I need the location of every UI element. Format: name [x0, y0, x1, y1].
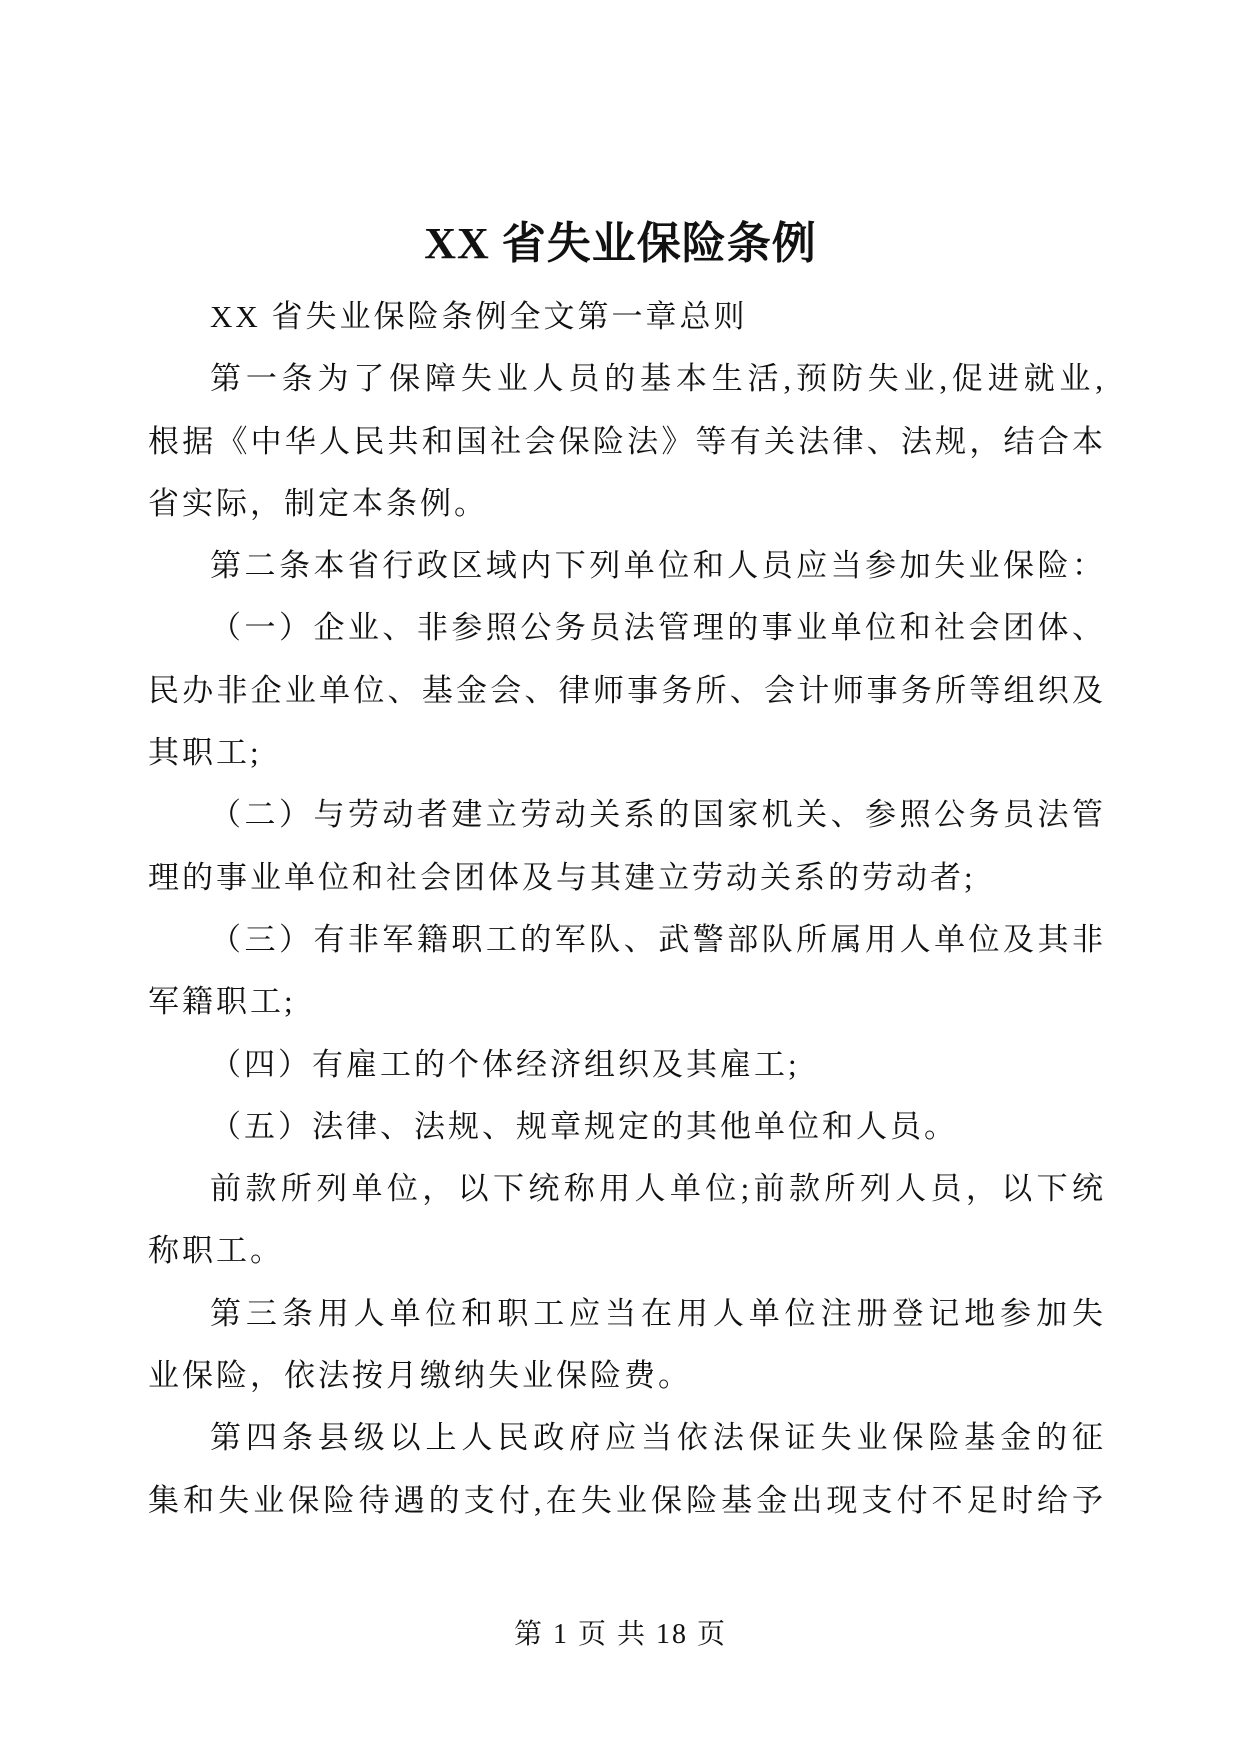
document-body — [148, 286, 1105, 1532]
text-line: XX 省失业保险条例全文第一章总则 — [210, 299, 748, 334]
text-line: 民办非企业单位、基金会、律师事务所、会计师事务所等组织及 — [148, 672, 1105, 708]
text-line: （五）法律、法规、规章规定的其他单位和人员。 — [210, 1108, 958, 1144]
text-line: （四）有雇工的个体经济组织及其雇工; — [210, 1046, 800, 1082]
text-line: 前款所列单位，以下统称用人单位;前款所列人员，以下统 — [210, 1171, 1105, 1207]
text-line: 第二条本省行政区域内下列单位和人员应当参加失业保险： — [210, 548, 1105, 584]
document-title: XX 省失业保险条例 — [424, 219, 817, 268]
text-line: 集和失业保险待遇的支付,在失业保险基金出现支付不足时给予 — [148, 1482, 1105, 1518]
text-line: （一）企业、非参照公务员法管理的事业单位和社会团体、 — [210, 610, 1105, 646]
text-line: 根据《中华人民共和国社会保险法》等有关法律、法规，结合本 — [148, 423, 1105, 459]
text-line: （二）与劳动者建立劳动关系的国家机关、参照公务员法管 — [210, 797, 1105, 833]
page-footer — [0, 1608, 1241, 1662]
text-line: 称职工。 — [148, 1233, 284, 1269]
text-line: 省实际，制定本条例。 — [148, 485, 488, 521]
text-line: 第三条用人单位和职工应当在用人单位注册登记地参加失 — [210, 1295, 1105, 1331]
text-line: （三）有非军籍职工的军队、武警部队所属用人单位及其非 — [210, 921, 1105, 957]
page-number: 第 1 页 共 18 页 — [513, 1619, 727, 1650]
text-line: 其职工; — [148, 735, 262, 771]
text-line: 理的事业单位和社会团体及与其建立劳动关系的劳动者; — [148, 859, 976, 895]
text-line: 第四条县级以上人民政府应当依法保证失业保险基金的征 — [210, 1420, 1105, 1456]
text-line: 军籍职工; — [148, 984, 296, 1020]
text-line: 业保险，依法按月缴纳失业保险费。 — [148, 1358, 692, 1394]
text-line: 第一条为了保障失业人员的基本生活,预防失业,促进就业, — [210, 361, 1105, 397]
